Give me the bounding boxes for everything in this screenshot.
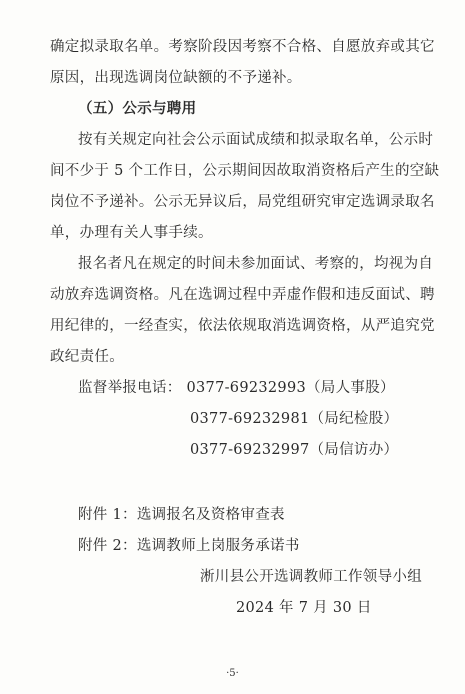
text-line: 动放弃选调资格。凡在选调过程中弄虚作假和违反面试、聘 bbox=[50, 287, 435, 303]
text-line: 用纪律的，一经查实，依法依规取消选调资格，从严追究党 bbox=[50, 318, 435, 334]
contact-phone-line: 0377-69232981（局纪检股） bbox=[190, 411, 399, 427]
text-line: 政纪责任。 bbox=[50, 349, 124, 365]
text-line: 原因，出现选调岗位缺额的不予递补。 bbox=[50, 70, 302, 86]
text-line: 按有关规定向社会公示面试成绩和拟录取名单，公示时 bbox=[78, 132, 434, 148]
page-number: ·5· bbox=[226, 668, 239, 679]
section-heading: （五）公示与聘用 bbox=[78, 100, 197, 117]
text-line: 确定拟录取名单。考察阶段因考察不合格、自愿放弃或其它 bbox=[50, 39, 435, 55]
text-line: 单，办理有关人事手续。 bbox=[50, 225, 213, 241]
text-line: 岗位不予递补。公示无异议后，局党组研究审定选调录取名 bbox=[50, 194, 435, 210]
contact-phone-line: 监督举报电话： 0377-69232993（局人事股） bbox=[78, 380, 395, 396]
attachment-line: 附件 2：选调教师上岗服务承诺书 bbox=[78, 538, 300, 554]
signature-organization: 淅川县公开选调教师工作领导小组 bbox=[200, 569, 422, 585]
text-line: 报名者凡在规定的时间未参加面试、考察的，均视为自 bbox=[78, 256, 434, 272]
attachment-line: 附件 1：选调报名及资格审查表 bbox=[78, 507, 285, 523]
signature-date: 2024 年 7 月 30 日 bbox=[236, 600, 372, 616]
contact-phone-line: 0377-69232997（局信访办） bbox=[190, 442, 399, 458]
text-line: 间不少于 5 个工作日，公示期间因故取消资格后产生的空缺 bbox=[50, 163, 440, 179]
